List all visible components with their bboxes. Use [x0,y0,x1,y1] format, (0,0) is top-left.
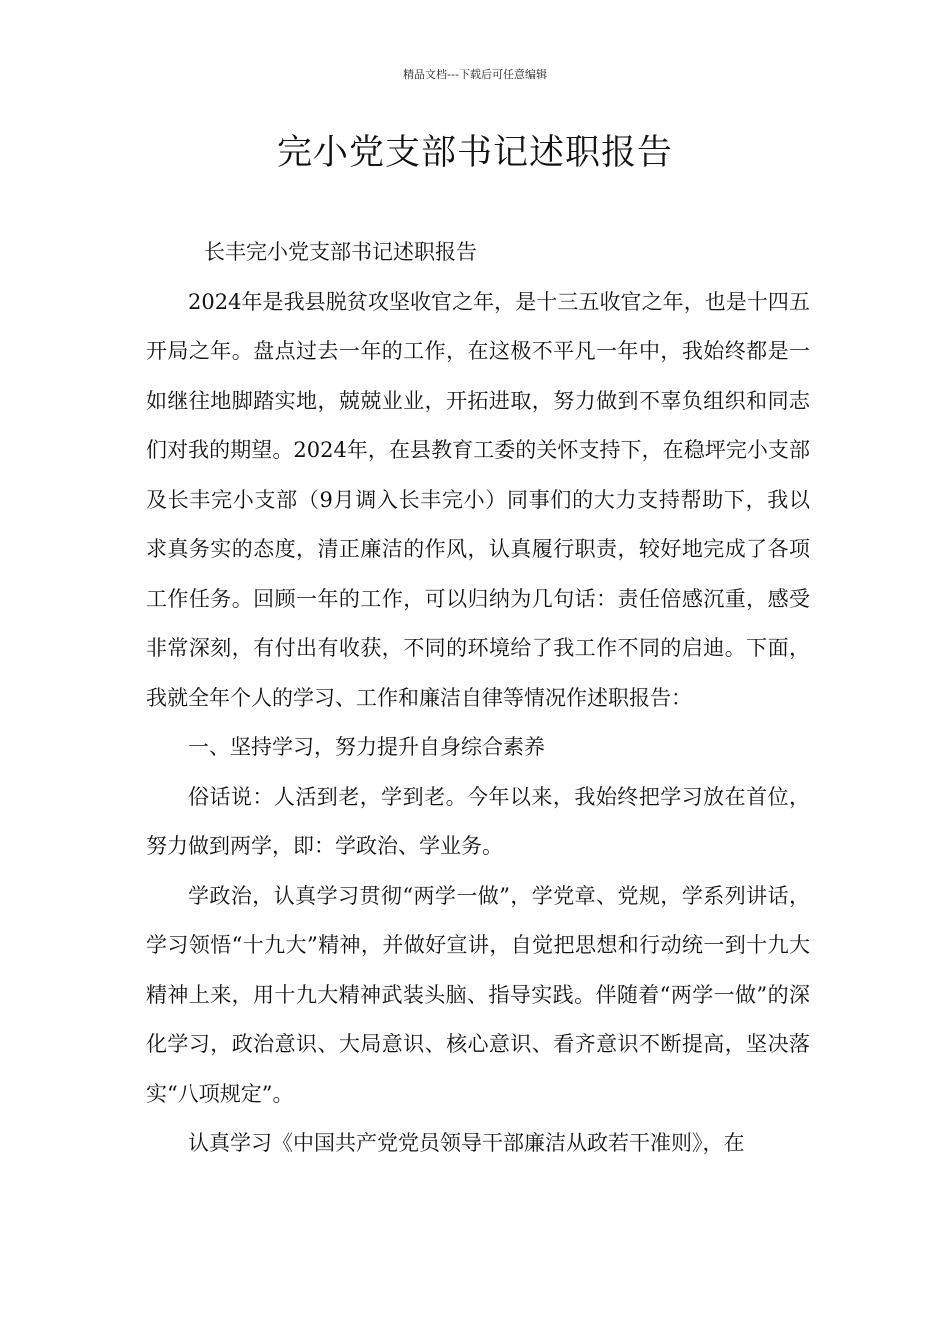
body-paragraph: 认真学习《中国共产党党员领导干部廉洁从政若干准则》，在 [188,1131,745,1155]
body-paragraph: 2024年是我县脱贫攻坚收官之年，是十三五收官之年，也是十四五开局之年。盘点过去一年的工作，在这极不平凡一年中，我始终都是一如继往地脚踏实地，兢兢业业，开拓进取，努力做到不辜负组织和同志们对我的期望。2024年，在县教育工委的关怀支持下，在稳坪完小支部及长丰完小支部（9月调入长丰完小）同事们的大力支持帮助下，我以求真务实的态度，清正廉洁的作风，认真履行职责，较好地完成了各项工作任务。回顾一年的工作，可以归纳为几句话：责任倍感沉重，感受非常深刻，有付出有收获，不同的环境给了我工作不同的启迪。下面，我就全年个人的学习、工作和廉洁自律等情况作述职报告： [146,289,810,710]
body-paragraph: 学政治，认真学习贯彻“两学一做”，学党章、党规，学系列讲话，学习领悟“十九大”精神，并做好宣讲，自觉把思想和行动统一到十九大精神上来，用十九大精神武装头脑、指导实践。伴随着“两学一做”的深化学习，政治意识、大局意识、核心意识、看齐意识不断提高，坚决落实“八项规定”。 [146,883,810,1106]
header-note: 精品文档---下载后可任意编辑 [403,68,547,81]
subtitle-paragraph: 长丰完小党支部书记述职报告 [204,240,477,264]
section-heading: 一、坚持学习，努力提升自身综合素养 [188,735,545,759]
document-body [146,228,810,1169]
document-title: 完小党支部书记述职报告 [276,133,673,173]
body-paragraph: 俗话说：人活到老，学到老。今年以来，我始终把学习放在首位，努力做到两学，即：学政治、学业务。 [146,784,810,858]
